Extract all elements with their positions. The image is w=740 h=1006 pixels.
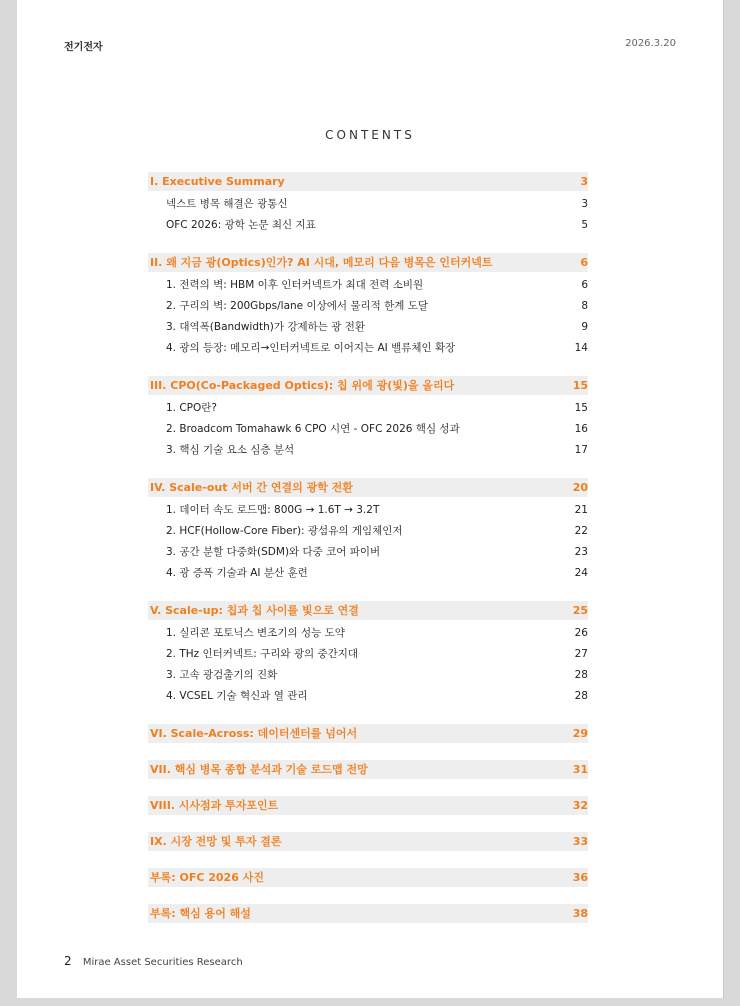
toc-entry[interactable] [148, 623, 588, 644]
toc-section-page: 6 [580, 256, 588, 269]
toc-section-title: VIII. 시사점과 투자포인트 [150, 799, 279, 812]
toc-entry-title: 3. 핵심 기술 요소 심층 분석 [166, 444, 295, 456]
toc-entry[interactable] [148, 521, 588, 542]
toc-entry-title: 2. THz 인터커넥트: 구리와 광의 중간지대 [166, 648, 359, 660]
toc-entry[interactable] [148, 419, 588, 440]
toc-section-page: 25 [572, 604, 588, 617]
toc-section [148, 904, 588, 923]
toc-section-page: 29 [572, 727, 588, 740]
toc-entry-page: 5 [581, 219, 588, 231]
toc-entry[interactable] [148, 563, 588, 584]
toc-section [148, 724, 588, 743]
toc-entry-title: 1. 실리콘 포토닉스 변조기의 성능 도약 [166, 627, 345, 639]
toc-section-title: I. Executive Summary [150, 175, 285, 188]
toc-section-title: V. Scale-up: 칩과 칩 사이를 빛으로 연결 [150, 604, 359, 617]
toc-section-page: 3 [580, 175, 588, 188]
toc-section-page: 36 [572, 871, 588, 884]
toc-entry-page: 16 [574, 423, 588, 435]
toc-entry[interactable] [148, 275, 588, 296]
toc-section [148, 376, 588, 461]
toc-entry-page: 3 [581, 198, 588, 210]
toc-entry-title: 넥스트 병목 해결은 광통신 [166, 198, 288, 210]
toc-entry-title: 3. 공간 분할 다중화(SDM)와 다중 코어 파이버 [166, 546, 381, 558]
toc-section-heading[interactable] [148, 601, 588, 620]
toc-section [148, 868, 588, 887]
toc-entry[interactable] [148, 317, 588, 338]
toc-section-heading[interactable] [148, 796, 588, 815]
toc-section [148, 172, 588, 236]
toc-entry-title: 4. 광의 등장: 메모리→인터커넥트로 이어지는 AI 밸류체인 확장 [166, 342, 456, 354]
toc-entry-page: 27 [574, 648, 588, 660]
toc-entry-title: 3. 대역폭(Bandwidth)가 강제하는 광 전환 [166, 321, 366, 333]
contents-title: CONTENTS [325, 128, 415, 142]
toc-section-heading[interactable] [148, 760, 588, 779]
toc-entry-page: 28 [574, 690, 588, 702]
toc-entry-page: 21 [574, 504, 588, 516]
toc-entry-page: 15 [574, 402, 588, 414]
toc-section-heading[interactable] [148, 724, 588, 743]
toc-entry-title: 1. 전력의 벽: HBM 이후 인터커넥트가 최대 전력 소비원 [166, 279, 424, 291]
toc-entry[interactable] [148, 215, 588, 236]
toc-section [148, 601, 588, 707]
toc-section [148, 253, 588, 359]
header-sector: 전기전자 [64, 42, 103, 53]
toc-section-page: 15 [572, 379, 588, 392]
toc-entry-title: 2. 구리의 벽: 200Gbps/lane 이상에서 물리적 한계 도달 [166, 300, 429, 312]
toc-section-title: 부록: 핵심 용어 해설 [150, 907, 251, 920]
toc-entry-page: 24 [574, 567, 588, 579]
toc-entry-page: 9 [581, 321, 588, 333]
toc-section-heading[interactable] [148, 376, 588, 395]
toc-section-page: 31 [572, 763, 588, 776]
footer-page-number: 2 [64, 954, 72, 968]
toc-section-heading[interactable] [148, 253, 588, 272]
table-of-contents [148, 172, 588, 940]
toc-entry-page: 14 [574, 342, 588, 354]
toc-entry-page: 28 [574, 669, 588, 681]
toc-entry-title: 4. 광 증폭 기술과 AI 분산 훈련 [166, 567, 308, 579]
toc-entry-page: 26 [574, 627, 588, 639]
toc-section-title: II. 왜 지금 광(Optics)인가? AI 시대, 메모리 다음 병목은 인터커넥트 [150, 256, 493, 269]
toc-section-title: VII. 핵심 병목 종합 분석과 기술 로드맵 전망 [150, 763, 368, 776]
toc-entry-page: 23 [574, 546, 588, 558]
toc-section-title: IX. 시장 전망 및 투자 결론 [150, 835, 282, 848]
toc-entry[interactable] [148, 500, 588, 521]
toc-entry-title: 2. Broadcom Tomahawk 6 CPO 시연 - OFC 2026 핵심 성과 [166, 423, 460, 435]
toc-entry-title: 1. 데이터 속도 로드맵: 800G → 1.6T → 3.2T [166, 504, 380, 516]
toc-entry-page: 6 [581, 279, 588, 291]
toc-section-page: 33 [572, 835, 588, 848]
toc-entry-title: 3. 고속 광검출기의 진화 [166, 669, 278, 681]
toc-entry[interactable] [148, 398, 588, 419]
toc-entry-page: 22 [574, 525, 588, 537]
toc-entry[interactable] [148, 194, 588, 215]
toc-section [148, 760, 588, 779]
toc-entry-title: 4. VCSEL 기술 혁신과 열 관리 [166, 690, 308, 702]
document-page [17, 0, 724, 998]
toc-entry[interactable] [148, 644, 588, 665]
toc-section-page: 32 [572, 799, 588, 812]
footer-text: Mirae Asset Securities Research [82, 957, 243, 968]
toc-section-title: IV. Scale-out 서버 간 연결의 광학 전환 [150, 481, 353, 494]
toc-section-heading[interactable] [148, 172, 588, 191]
toc-section-page: 20 [572, 481, 588, 494]
footer [64, 954, 243, 968]
toc-section [148, 796, 588, 815]
toc-entry[interactable] [148, 686, 588, 707]
toc-entry[interactable] [148, 296, 588, 317]
toc-entry-title: OFC 2026: 광학 논문 최신 지표 [166, 219, 316, 231]
toc-entry-title: 1. CPO란? [166, 402, 217, 414]
toc-entry-title: 2. HCF(Hollow-Core Fiber): 광섬유의 게임체인저 [166, 525, 403, 537]
toc-section-title: III. CPO(Co-Packaged Optics): 칩 위에 광(빛)을 올리다 [150, 379, 455, 392]
toc-entry[interactable] [148, 338, 588, 359]
toc-entry-page: 8 [581, 300, 588, 312]
toc-section-title: 부록: OFC 2026 사진 [150, 871, 264, 884]
toc-section-heading[interactable] [148, 904, 588, 923]
toc-section-title: VI. Scale-Across: 데이터센터를 넘어서 [150, 727, 358, 740]
toc-section [148, 478, 588, 584]
toc-entry[interactable] [148, 542, 588, 563]
toc-section-heading[interactable] [148, 478, 588, 497]
toc-section-page: 38 [572, 907, 588, 920]
toc-section-heading[interactable] [148, 832, 588, 851]
toc-section-heading[interactable] [148, 868, 588, 887]
toc-entry[interactable] [148, 665, 588, 686]
header-date: 2026.3.20 [625, 38, 676, 49]
toc-entry-page: 17 [574, 444, 588, 456]
toc-entry[interactable] [148, 440, 588, 461]
toc-section [148, 832, 588, 851]
